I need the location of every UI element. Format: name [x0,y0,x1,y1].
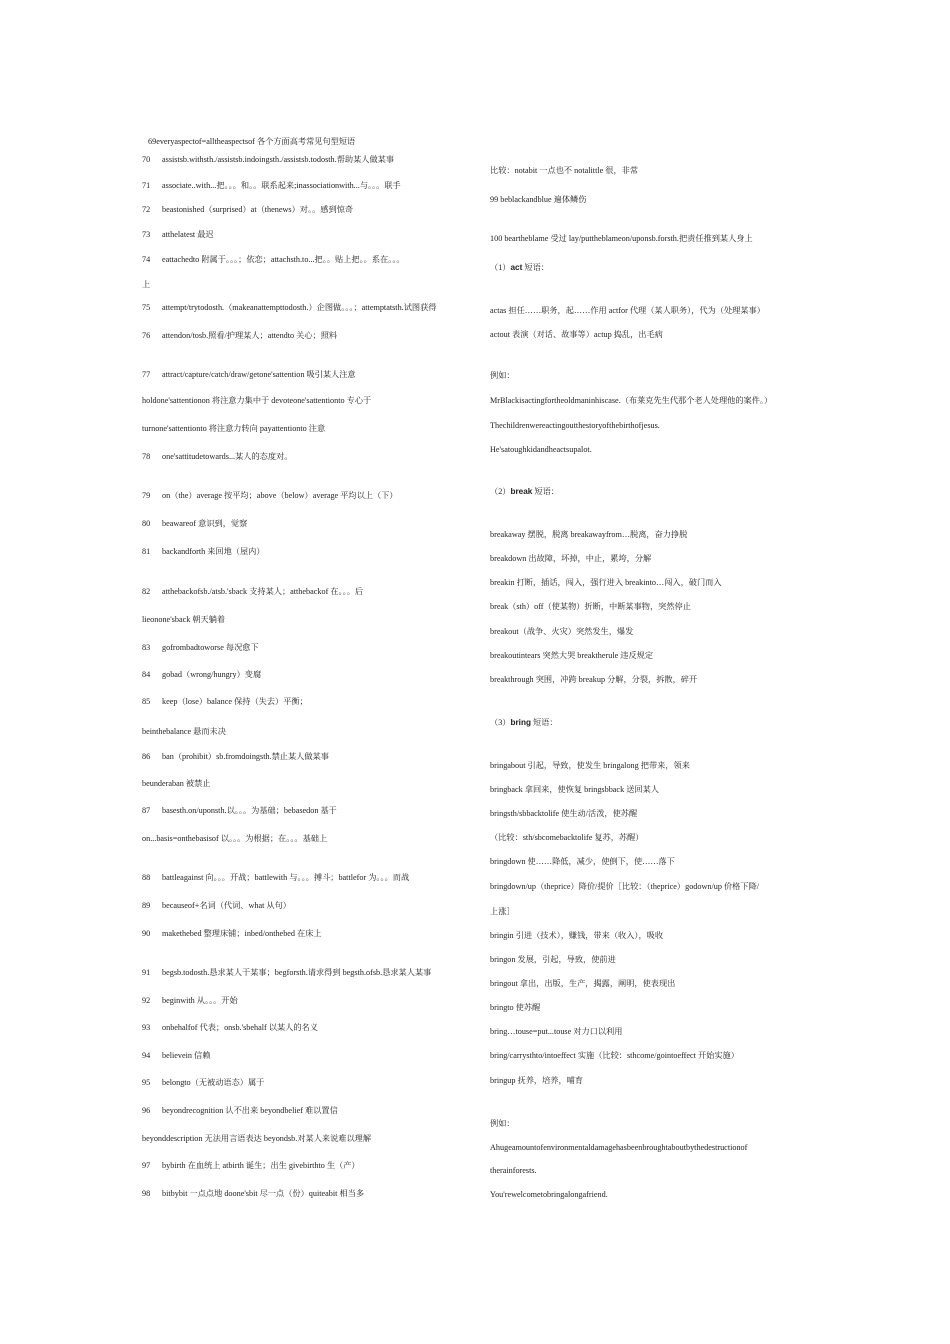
list-item: breakout（战争、火灾）突然发生，爆发 [490,627,634,636]
item-text: associate..with...把。。。和。。联系起来;inassociationwith...与。。。联手 [162,181,401,190]
list-item: bringdown 使……降低，减少，使倒下，使……落下 [490,857,675,866]
item-number: 71 [142,181,151,190]
list-item [142,1134,371,1144]
list-item [142,587,363,597]
item-number: 86 [142,752,151,761]
item-text: 上 [142,280,151,289]
list-item: bringdown/up（theprice）降价/提价［比较：（theprice）godown/up 价格下降/ [490,882,760,891]
list-item [142,519,247,529]
list-item: therainforests. [490,1166,537,1175]
item-text: beastonished（surprised）at（thenews）对。。感到惊奇 [162,205,354,214]
item-number: 96 [142,1106,151,1115]
list-item: bring/carrysthto/intoeffect 实施（比较：sthcome/gointoeffect 开始实施） [490,1051,739,1060]
item-number: 74 [142,255,151,264]
item-number: 98 [142,1189,151,1198]
list-item: breakoutintears 突然大哭 breaktherule 违反规定 [490,651,654,660]
list-item: breakdown 出故障，坏掉，中止，累垮，分解 [490,554,652,563]
item-text: begsb.todosth.恳求某人干某事；begforsth.请求得到 begsth.ofsb.恳求某人某事 [162,968,432,977]
item-number: 73 [142,230,151,239]
list-item: actout 表演（对话、故事等）actup 捣乱，出毛病 [490,330,663,339]
item-text: on（the）average 按平均；above（below）average 平均以上（下） [162,491,398,500]
item-text: makethebed 整理床铺；inbed/onthebed 在床上 [162,929,322,938]
item-text: backandforth 来回地（屋内） [162,547,265,556]
list-item: breakthrough 突围，冲跨 breakup 分解，分裂，拆散，碎开 [490,675,698,684]
item-text: lieonone'sback 朝天躺着 [142,615,226,624]
item-text: beawareof 意识到，觉察 [162,519,248,528]
list-item: 上涨］ [490,907,515,916]
list-item [142,697,308,707]
item-text: belongto（无被动语态）属于 [162,1078,265,1087]
list-item [142,396,371,406]
item-text: ban（prohibit）sb.fromdoingsth.禁止某人做某事 [162,752,329,761]
list-item [142,255,405,265]
list-item: actas 担任……职务，起……作用 actfor 代理（某人职务），代为（处理某事） [490,306,765,315]
list-item [142,280,150,290]
list-item [142,491,398,501]
list-item [142,1051,210,1061]
item-text: basesth.on/uponsth.以。。。为基础；bebasedon 基于 [162,806,337,815]
item-number: 92 [142,996,151,1005]
list-item: breakin 打断，插话，闯入，强行进入 breakinto…闯入，破门而入 [490,578,722,587]
item-number: 95 [142,1078,151,1087]
item-text: believein 信赖 [162,1051,211,1060]
list-item [142,834,327,844]
list-item: 99 beblackandblue 遍体鳞伤 [490,195,587,204]
list-item [142,1161,360,1171]
item-text: on...basis=onthebasisof 以。。。为根据；在。。。基础上 [142,834,328,843]
list-item [142,929,322,939]
item-text: eattachedto 附属于。。。；依恋；attachsth.to...把。。贴上把。。系在。。。 [162,255,405,264]
section-title: 69everyaspectof=alltheaspectsof 各个方面高考常见句型短语 [148,137,356,146]
list-item: bring…touse=put...touse 对力口以利用 [490,1027,623,1036]
item-number: 91 [142,968,151,977]
list-item [142,901,291,911]
list-item [142,1023,318,1033]
list-item [142,779,210,789]
item-number: 88 [142,873,151,882]
item-text: atthebackofsb./atsb.'sback 支持某人；atthebackof 在。。。后 [162,587,364,596]
list-item: bringsth/sbbacktolife 使生动/活泼，使苏醒 [490,809,638,818]
item-text: atthelatest 最迟 [162,230,214,239]
section-heading: （1）act 短语： [490,263,549,272]
list-item: （比较：sth/sbcomebacktolife 复苏，苏醒） [490,833,644,842]
list-item: breakaway 摆脱，脱离 breakawayfrom…脱离，奋力挣脱 [490,530,688,539]
item-text: turnone'sattentionto 将注意力转向 payattentionto 注意 [142,424,326,433]
item-number: 87 [142,806,151,815]
item-number: 90 [142,929,151,938]
list-item [142,303,436,313]
item-number: 85 [142,697,151,706]
list-item: bringto 使苏醒 [490,1003,541,1012]
list-item [142,643,259,653]
list-item: 例如： [490,1119,515,1128]
list-item [142,752,329,762]
list-item [142,205,353,215]
item-text: beyonddescription 无法用言语表达 beyondsb.对某人来说难以理解 [142,1134,372,1143]
item-text: onbehalfof 代表；onsb.'sbehalf 以某人的名义 [162,1023,318,1032]
item-number: 94 [142,1051,151,1060]
item-text: beginwith 从。。。开始 [162,996,238,1005]
item-number: 75 [142,303,151,312]
item-text: becauseof+名词（代词、what 从句） [162,901,291,910]
item-number: 76 [142,331,151,340]
list-item [142,968,431,978]
list-item: 比较：notabit 一点也不 notalittle 很，非常 [490,166,639,175]
list-item [142,370,356,380]
section-heading: （2）break 短语： [490,487,559,496]
list-item [142,727,226,737]
list-item [142,547,265,557]
list-item: break（sth）off（使某物）折断，中断某事物，突然停止 [490,602,691,611]
item-text: assistsb.withsth./assistsb.indoingsth./assistsb.todosth.帮助某人做某事 [162,155,395,164]
item-text: holdone'sattentionon 将注意力集中于 devoteone'sattentionto 专心于 [142,396,372,405]
list-item [142,670,261,680]
list-item: bringabout 引起，导致，使发生 bringalong 把带来，领来 [490,761,690,770]
item-number: 81 [142,547,151,556]
item-text: beunderaban 被禁止 [142,779,211,788]
item-number: 97 [142,1161,151,1170]
item-number: 82 [142,587,151,596]
list-item: bringback 拿回来，使恢复 bringsbback 送回某人 [490,785,659,794]
list-item [142,615,225,625]
item-number: 80 [142,519,151,528]
item-text: bitbybit 一点点地 doone'sbit 尽一点（份）quiteabit 相当多 [162,1189,365,1198]
list-item: 例如： [490,371,515,380]
list-item: bringin 引进（技术），赚钱，带来（收入），吸收 [490,931,664,940]
item-number: 72 [142,205,151,214]
item-text: one'sattitudetowards...某人的态度对。 [162,452,293,461]
list-item: 100 beartheblame 受过 lay/puttheblameon/uponsb.forsth.把责任推到某人身上 [490,234,753,243]
list-item [142,1078,264,1088]
item-number: 83 [142,643,151,652]
item-text: attract/capture/catch/draw/getone'sattention 吸引某人注意 [162,370,356,379]
section-heading: （3）bring 短语： [490,718,558,727]
list-item: Thechildrenwereactingoutthestoryofthebirthofjesus. [490,421,660,430]
item-text: bybirth 在血统上 atbirth 诞生；出生 givebirthto 生（产） [162,1161,360,1170]
list-item [142,230,214,240]
list-item: You'rewelcometobringalongafriend. [490,1190,608,1199]
list-item: Ahugeamountofenvironmentaldamagehasbeenbroughtaboutbythedestructionof [490,1143,748,1152]
list-item [142,873,409,883]
list-item [142,424,325,434]
list-item [142,996,238,1006]
item-text: beyondrecognition 认不出来 beyondbelief 难以置信 [162,1106,338,1115]
item-text: gobad（wrong/hungry）变腐 [162,670,262,679]
item-text: battleagainst 向。。。开战；battlewith 与。。。搏斗；battlefor 为。。。而战 [162,873,410,882]
item-text: gofrombadtoworse 每况愈下 [162,643,259,652]
item-number: 77 [142,370,151,379]
list-item: He'satoughkidandheactsupalot. [490,445,592,454]
item-number: 89 [142,901,151,910]
list-item [142,452,292,462]
item-text: beinthebalance 悬而未决 [142,727,226,736]
item-number: 79 [142,491,151,500]
list-item [142,181,401,191]
list-item: MrBlackisactingfortheoldmaninhiscase.（布莱克先生代那个老人处理他的案件。） [490,396,773,405]
list-item [142,1106,338,1116]
item-number: 70 [142,155,151,164]
list-item [142,806,337,816]
item-number: 78 [142,452,151,461]
list-item: bringout 拿出，出版，生产，揭露，阐明，使表现出 [490,979,676,988]
item-number: 93 [142,1023,151,1032]
list-item [142,155,394,165]
list-item [142,1189,364,1199]
item-text: attempt/trytodosth.（makeanattempttodosth.）企图做。。。；attemptatsth.试图获得 [162,303,437,312]
item-number: 84 [142,670,151,679]
list-item [142,331,337,341]
list-item: bringon 发展，引起，导致，使前进 [490,955,616,964]
item-text: attendon/tosb.照看/护理某人；attendto 关心；照料 [162,331,338,340]
item-text: keep（lose）balance 保持（失去）平衡； [162,697,308,706]
list-item: bringup 抚养，培养，哺育 [490,1076,584,1085]
